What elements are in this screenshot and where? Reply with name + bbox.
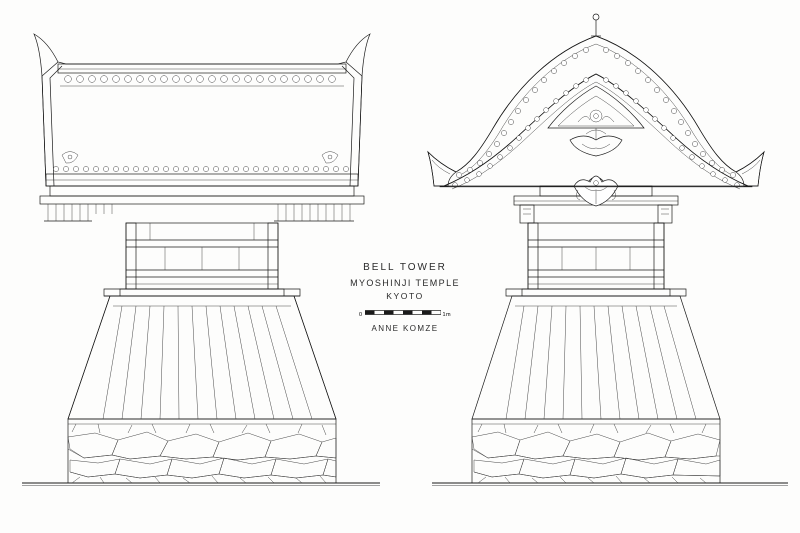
stone-base-right [472,419,720,483]
drawing-location: KYOTO [386,291,424,301]
corner-ornament-right [322,152,338,164]
roof-left [34,34,370,186]
scale-label-left: 0 [359,312,363,318]
bell-chamber-left [120,223,284,296]
scale-bar-group [340,308,470,318]
scale-label-right: 1m [442,312,451,318]
flared-plinth-right [472,289,720,419]
bracket-zone-right [514,176,678,223]
drawing-title: BELL TOWER [363,262,447,273]
corner-ornament-left [62,152,78,164]
flared-plinth-left [68,289,336,419]
gable-ornament [574,176,618,206]
stone-base-left [68,419,336,483]
title-block [340,262,470,333]
scale-bar-icon [365,308,441,318]
rafter-row-left [40,186,364,221]
drawing-subject: MYOSHINJI TEMPLE [350,278,460,288]
side-elevation-drawing [22,34,380,486]
roof-right [428,14,764,189]
bell-chamber-right [522,223,670,296]
drawing-author: ANNE KOMZE [371,324,439,333]
front-elevation-drawing [428,14,788,486]
